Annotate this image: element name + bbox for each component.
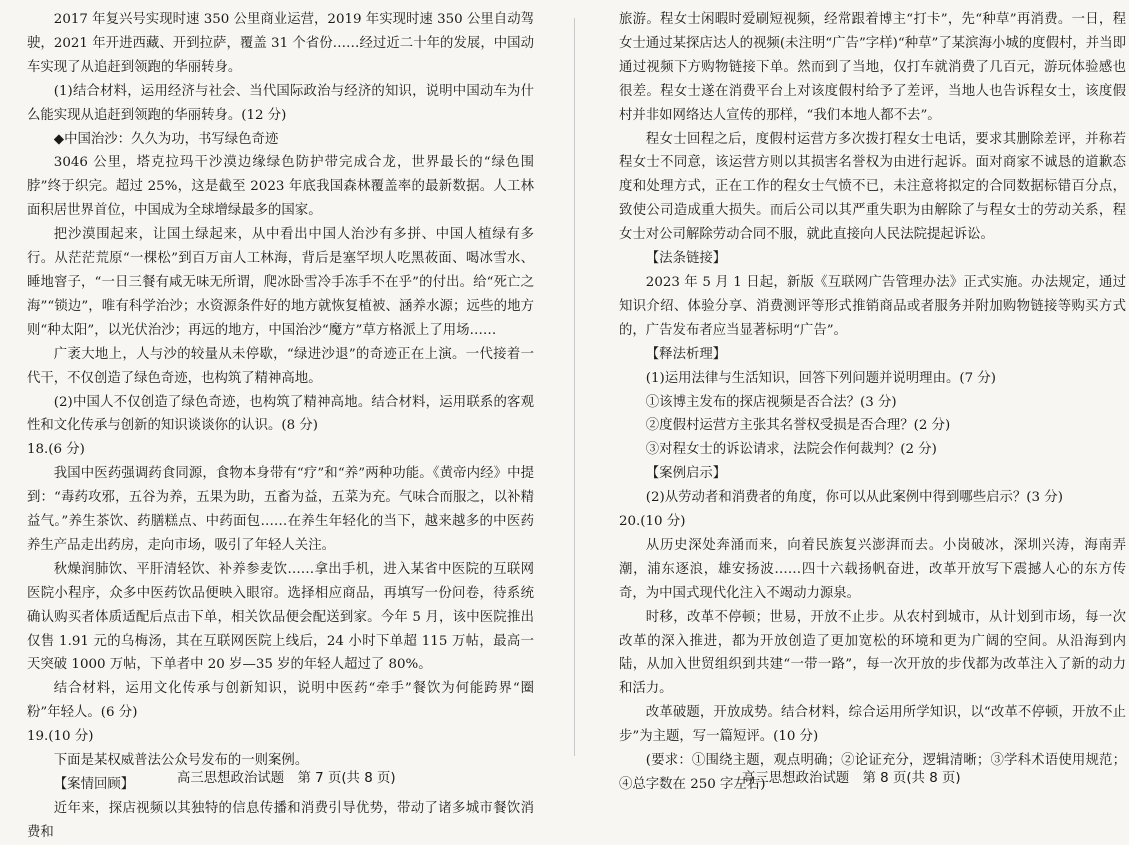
analysis-heading: 【释法析理】 (645, 346, 727, 362)
page-footer-left: 高三思想政治试题 第 7 页(共 8 页) (177, 771, 396, 786)
section-heading: ◆中国治沙：久久为功，书写绿色奇迹 (53, 131, 279, 147)
question-17-1: (1)结合材料，运用经济与社会、当代国际政治与经济的知识，说明中国动车为什么能实现从追赶到领跑的华丽转身。(12 分) (27, 83, 534, 123)
case-insight-heading: 【案例启示】 (645, 466, 727, 482)
question-19-number: 19.(10 分) (27, 729, 94, 745)
case-review-heading: 【案情回顾】 (53, 777, 135, 792)
paragraph: 3046 公里，塔克拉玛干沙漠边缘绿色防护带完成合龙，世界最长的“绿色围脖”终于织完。超过 25%，这是截至 2023 年底我国森林覆盖率的最新数据。人工林面积居世界首位，中国成为全球增绿最多的国家。 (27, 155, 534, 219)
paragraph: 近年来，探店视频以其独特的信息传播和消费引导优势，带动了诸多城市餐饮消费和 (27, 800, 534, 840)
question-17-2: (2)中国人不仅创造了绿色奇迹，也构筑了精神高地。结合材料，运用联系的客观性和文化传承与创新的知识谈谈你的认识。(8 分) (27, 394, 534, 434)
question-19-1-c: ③对程女士的诉讼请求，法院会作何裁判？(2 分) (645, 442, 937, 458)
paragraph: 程女士回程之后，度假村运营方多次拨打程女士电话，要求其删除差评，并称若程女士不同意，该运营方则以其损害名誉权为由进行起诉。面对商家不诚恳的道歉态度和处理方式，正在工作的程女士气愤不已，未注意将拟定的合同数据标错百分点，致使公司造成重大损失。而后公司以其严重失职为由解除了与程女士的劳动关系，程女士对公司解除劳动合同不服，就此直接向人民法院提起诉讼。 (619, 131, 1126, 243)
question-19-1-a: ①该博主发布的探店视频是否合法？(3 分) (645, 394, 897, 410)
paragraph: 我国中医药强调药食同源，食物本身带有“疗”和“养”两种功能。《黄帝内经》中提到：“毒药攻邪，五谷为养，五果为助，五畜为益，五菜为充。气味合而服之，以补精益气。”养生茶饮、药膳糕点、中药面包……在养生年轻化的当下，越来越多的中医药养生产品走出药房，走向市场，吸引了年轻人关注。 (27, 466, 534, 553)
right-page-column (619, 8, 1126, 797)
page-divider (574, 18, 575, 756)
page-footer-right: 高三思想政治试题 第 8 页(共 8 页) (742, 771, 961, 786)
paragraph: 2017 年复兴号实现时速 350 公里商业运营，2019 年实现时速 350 公里自动驾驶，2021 年开进西藏、开到拉萨，覆盖 31 个省份……经过近二十年的发展，中国动车实现了从追赶到领跑的华丽转身。 (27, 12, 534, 75)
paragraph: 广袤大地上，人与沙的较量从未停歇，“绿进沙退”的奇迹正在上演。一代接着一代干，不仅创造了绿色奇迹，也构筑了精神高地。 (27, 346, 534, 386)
question-20-requirements: (要求：①围绕主题，观点明确；②论证充分，逻辑清晰；③学科术语使用规范；④总字数在 250 字左右) (619, 753, 1126, 792)
paragraph: 2023 年 5 月 1 日起，新版《互联网广告管理办法》正式实施。办法规定，通过知识介绍、体验分享、消费测评等形式推销商品或者服务并附加购物链接等购买方式的，广告发布者应当显著标明“广告”。 (619, 274, 1126, 338)
question-18-number: 18.(6 分) (27, 442, 85, 458)
paragraph: 把沙漠围起来，让国土绿起来，从中看出中国人治沙有多拼、中国人植绿有多行。从茫茫荒原“一棵松”到百万亩人工林海，背后是塞罕坝人吃黑莜面、喝冰雪水、睡地窨子，“一日三餐有咸无味无所谓，爬冰卧雪冷手冻手不在乎”的付出。给“死亡之海”“锁边”，唯有科学治沙；水资源条件好的地方就恢复植被、涵养水源；远些的地方则“种太阳”，以光伏治沙；再远的地方，中国治沙“魔方”草方格派上了用场…… (27, 227, 534, 338)
question-19-2: (2)从劳动者和消费者的角度，你可以从此案例中得到哪些启示？(3 分) (645, 490, 1063, 506)
paragraph: 秋燥润肺饮、平肝清轻饮、补养参麦饮……拿出手机，进入某省中医院的互联网医院小程序，众多中医药饮品便映入眼帘。选择相应商品，再填写一份问卷，待系统确认购买者体质适配后点击下单，相关饮品便会配送到家。今年 5 月，该中医院推出仅售 1.91 元的乌梅汤，其在互联网医院上线后，24 小时下单超 115 万帖，最高一天突破 1000 万帖，下单者中 20 岁—35 岁的年轻人超过了 80%。 (27, 561, 534, 673)
paragraph: 时移，改革不停顿；世易，开放不止步。从农村到城市，从计划到市场，每一次改革的深入推进，都为开放创造了更加宽松的环境和更为广阔的空间。从沿海到内陆，从加入世贸组织到共建“一带一路”，每一次开放的步伐都为改革注入了新的动力和活力。 (619, 609, 1126, 697)
question-19-1: (1)运用法律与生活知识，回答下列问题并说明理由。(7 分) (645, 370, 996, 386)
paragraph: 旅游。程女士闲暇时爱刷短视频，经常跟着博主“打卡”，先“种草”再消费。一日，程女士通过某探店达人的视频(未注明“广告”字样)“种草”了某滨海小城的度假村，并当即通过视频下方购物链接下单。然而到了当地，仅打车就消费了几百元，游玩体验感也很差。程女士遂在消费平台上对该度假村给予了差评，当地人也告诉程女士，该度假村并非如网络达人宣传的那样，“我们本地人都不去”。 (619, 12, 1126, 123)
law-link-heading: 【法条链接】 (645, 251, 727, 267)
question-18: 结合材料，运用文化传承与创新知识，说明中医药“牵手”餐饮为何能跨界“圈粉”年轻人。(6 分) (27, 681, 534, 721)
paragraph: 从历史深处奔涌而来，向着民族复兴澎湃而去。小岗破冰，深圳兴涛，海南弄潮，浦东逐浪，雄安扬波……四十六载扬帆奋进，改革开放写下震撼人心的东方传奇，为中国式现代化注入不竭动力源泉。 (619, 537, 1126, 601)
question-20-number: 20.(10 分) (619, 514, 686, 530)
question-19-1-b: ②度假村运营方主张其名誉权受损是否合理？(2 分) (645, 418, 951, 434)
left-page-column (27, 8, 534, 845)
paragraph: 下面是某权威普法公众号发布的一则案例。 (53, 753, 309, 769)
question-20: 改革破题，开放成势。结合材料，综合运用所学知识，以“改革不停顿，开放不止步”为主题，写一篇短评。(10 分) (619, 705, 1126, 745)
